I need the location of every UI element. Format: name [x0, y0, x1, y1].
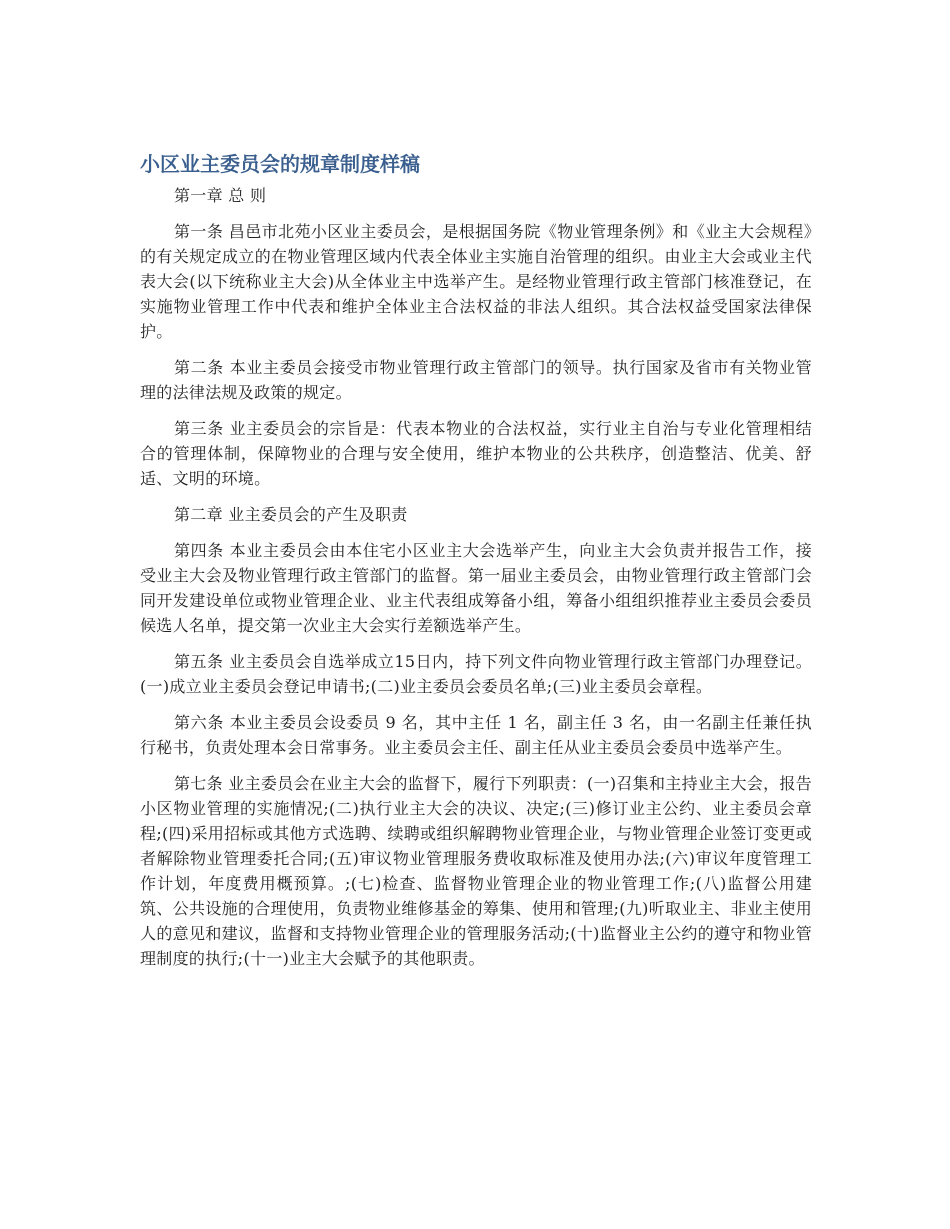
article-paragraph: 第二条 本业主委员会接受市物业管理行政主管部门的领导。执行国家及省市有关物业管理的法律法规及政策的规定。: [140, 358, 812, 402]
article-paragraph: 第六条 本业主委员会设委员 9 名，其中主任 1 名，副主任 3 名，由一名副主任兼任执行秘书，负责处理本会日常事务。业主委员会主任、副主任从业主委员会委员中选举产生。: [140, 713, 812, 757]
chapter-heading: 第二章 业主委员会的产生及职责: [174, 505, 408, 524]
article-paragraph: 第三条 业主委员会的宗旨是：代表本物业的合法权益，实行业主自治与专业化管理相结合的管理体制，保障物业的合理与安全使用，维护本物业的公共秩序，创造整洁、优美、舒适、文明的环境。: [140, 419, 812, 488]
document-page: [140, 148, 812, 982]
article-paragraph: 第四条 本业主委员会由本住宅小区业主大会选举产生，向业主大会负责并报告工作，接受业主大会及物业管理行政主管部门的监督。第一届业主委员会，由物业管理行政主管部门会同开发建设单位或物业管理企业、业主代表组成筹备小组，筹备小组组织推荐业主委员会委员候选人名单，提交第一次业主大会实行差额选举产生。: [140, 541, 812, 635]
article-paragraph: 第一条 昌邑市北苑小区业主委员会，是根据国务院《物业管理条例》和《业主大会规程》的有关规定成立的在物业管理区域内代表全体业主实施自治管理的组织。由业主大会或业主代表大会(以下统称业主大会)从全体业主中选举产生。是经物业管理行政主管部门核准登记，在实施物业管理工作中代表和维护全体业主合法权益的非法人组织。其合法权益受国家法律保护。: [140, 222, 812, 341]
article-paragraph: 第五条 业主委员会自选举成立15日内，持下列文件向物业管理行政主管部门办理登记。(一)成立业主委员会登记申请书;(二)业主委员会委员名单;(三)业主委员会章程。: [140, 652, 812, 696]
chapter-heading: 第一章 总 则: [174, 186, 267, 205]
document-title: 小区业主委员会的规章制度样稿: [140, 152, 420, 176]
article-paragraph: 第七条 业主委员会在业主大会的监督下，履行下列职责：(一)召集和主持业主大会，报告小区物业管理的实施情况;(二)执行业主大会的决议、决定;(三)修订业主公约、业主委员会章程;(四)采用招标或其他方式选聘、续聘或组织解聘物业管理企业，与物业管理企业签订变更或者解除物业管理委托合同;(五)审议物业管理服务费收取标准及使用办法;(六)审议年度管理工作计划，年度费用概预算。;(七)检查、监督物业管理企业的物业管理工作;(八)监督公用建筑、公共设施的合理使用，负责物业维修基金的筹集、使用和管理;(九)听取业主、非业主使用人的意见和建议，监督和支持物业管理企业的管理服务活动;(十)监督业主公约的遵守和物业管理制度的执行;(十一)业主大会赋予的其他职责。: [140, 774, 812, 968]
